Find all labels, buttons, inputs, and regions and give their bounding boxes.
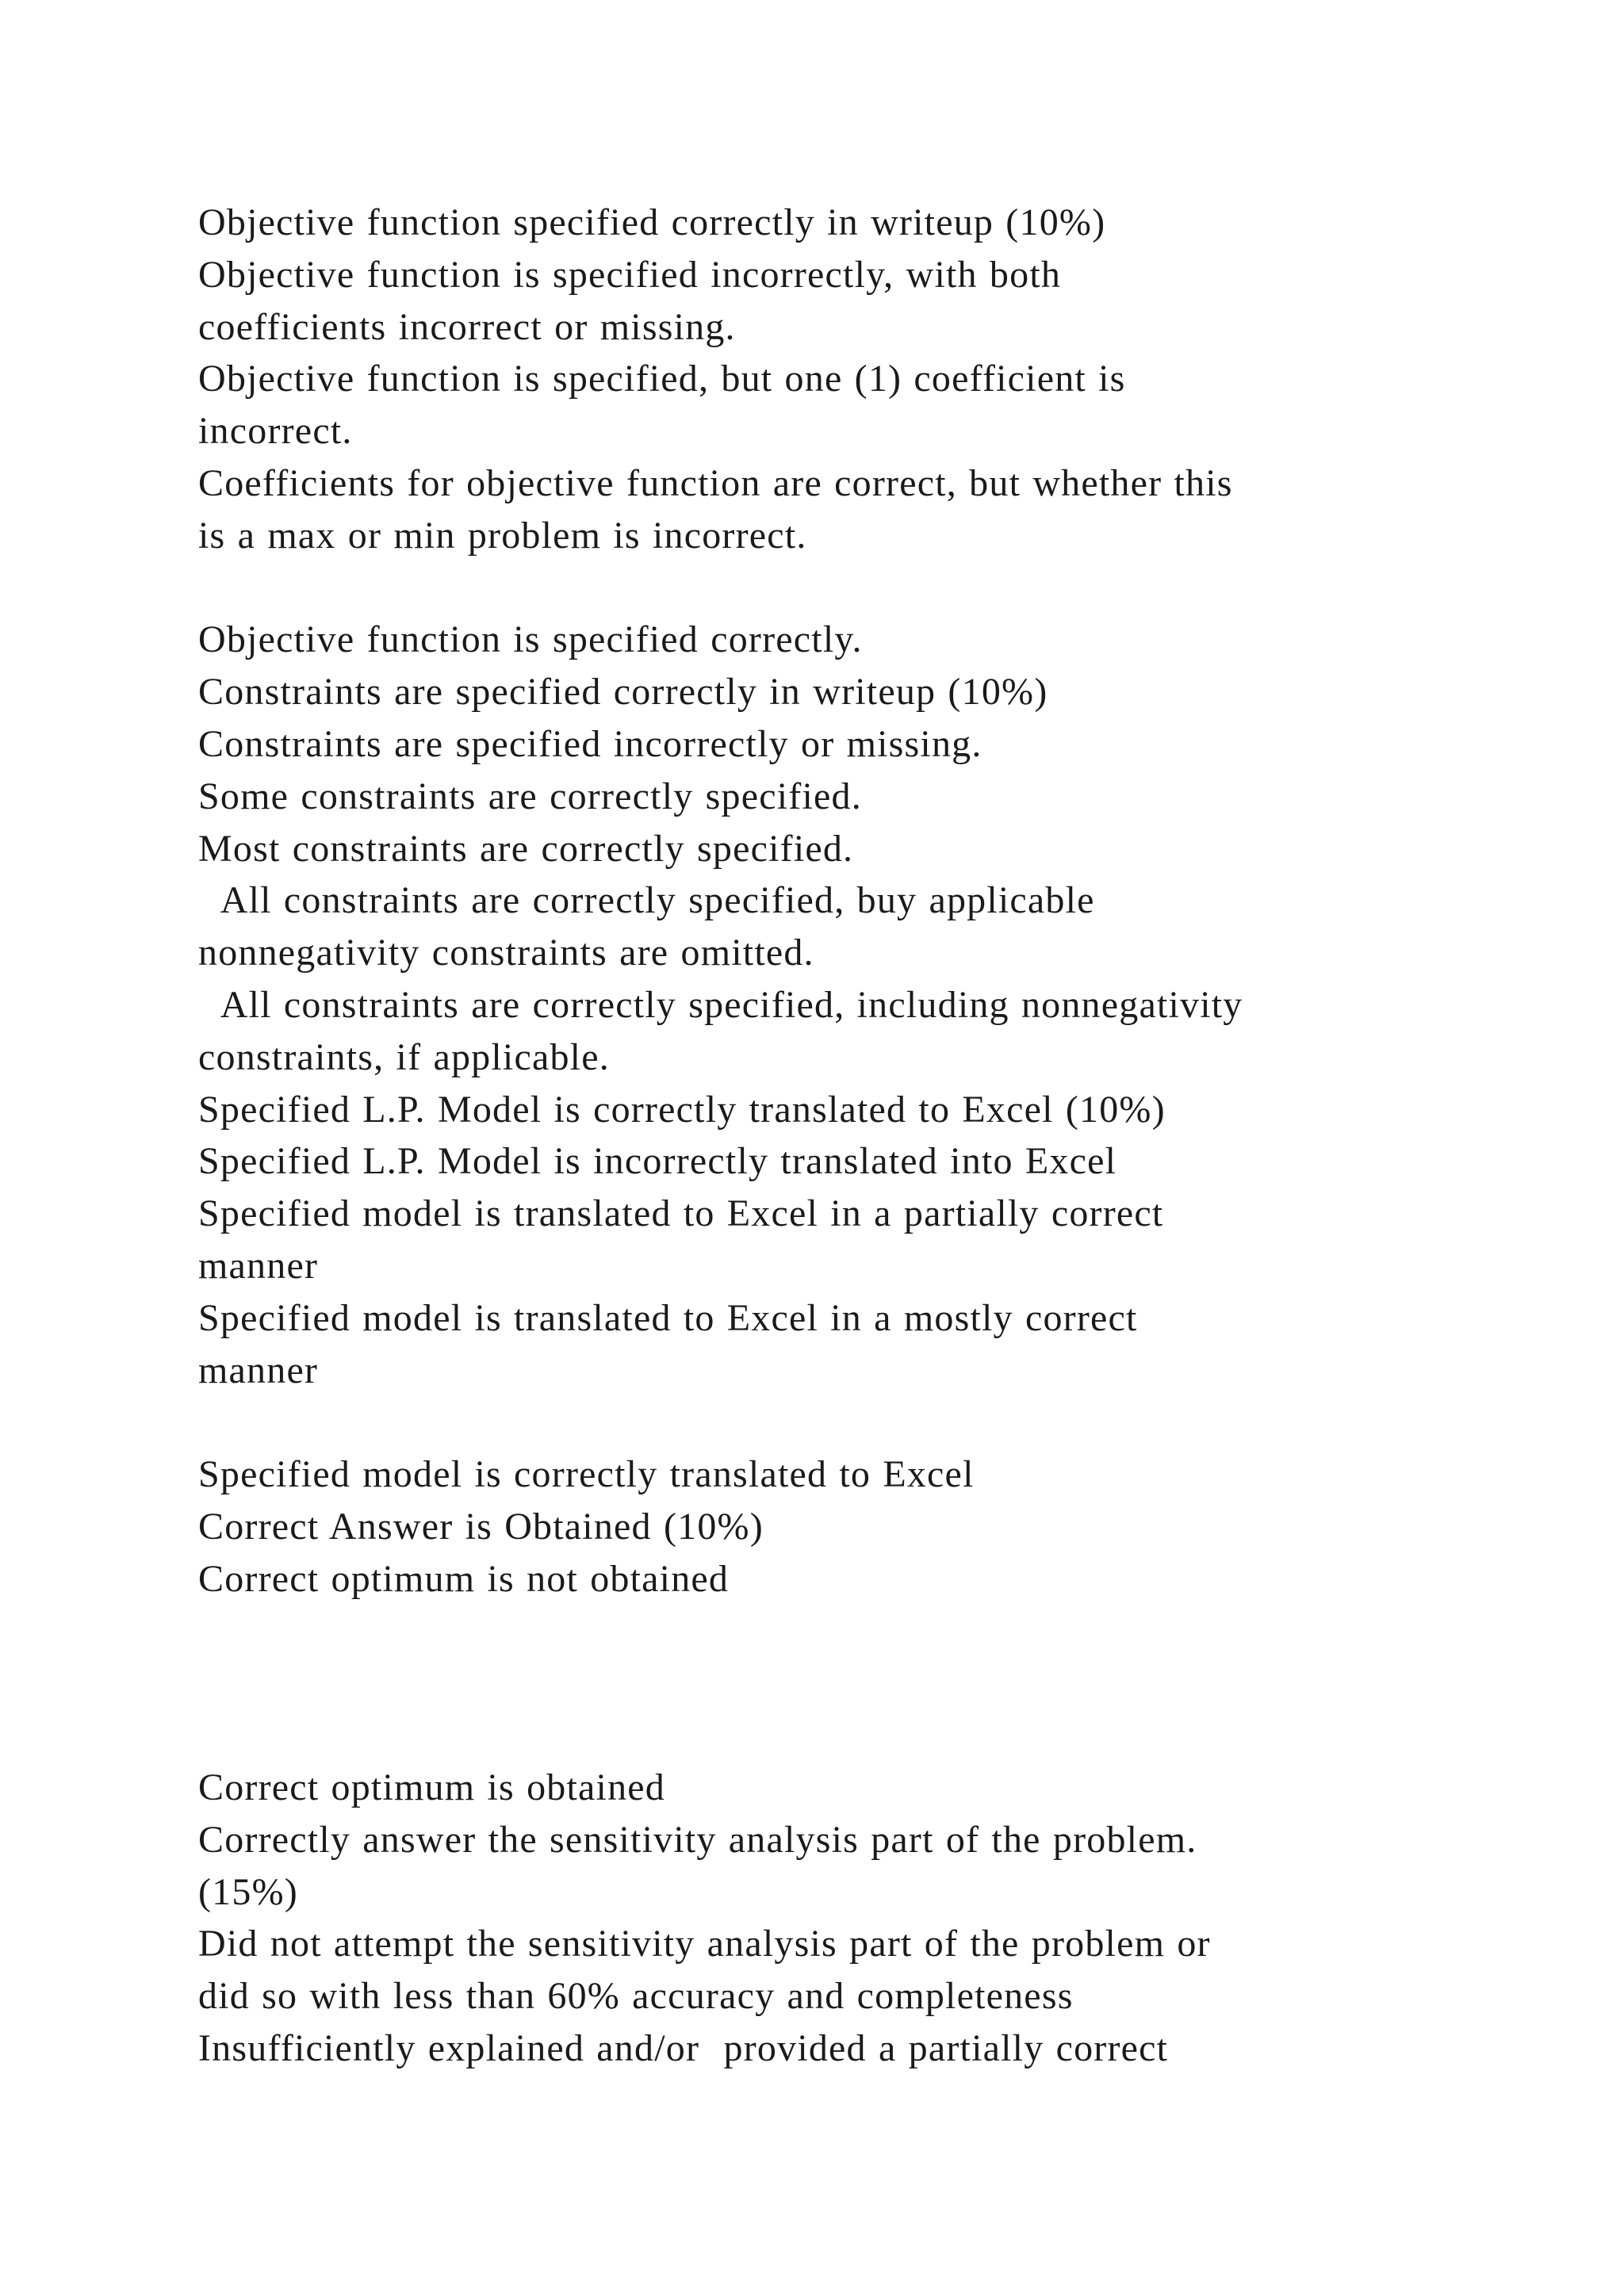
blank-line xyxy=(198,1605,1467,1658)
text-line: Objective function is specified, but one (1) coefficient is xyxy=(198,358,1126,400)
text-line: (15%) xyxy=(198,1870,298,1913)
text-line: All constraints are correctly specified, including nonnegativity xyxy=(198,983,1243,1026)
blank-line xyxy=(198,1657,1467,1709)
text-line: coefficients incorrect or missing. xyxy=(198,305,736,348)
text-line: did so with less than 60% accuracy and completeness xyxy=(198,1975,1074,2018)
text-line: constraints, if applicable. xyxy=(198,1035,610,1078)
text-line: Most constraints are correctly specified. xyxy=(198,827,854,870)
blank-line xyxy=(198,1709,1467,1762)
text-line: Specified model is translated to Excel in a partially correct xyxy=(198,1192,1164,1235)
text-line: is a max or min problem is incorrect. xyxy=(198,514,807,557)
text-line: Specified model is correctly translated to Excel xyxy=(198,1453,975,1496)
document-body xyxy=(198,197,1467,2075)
text-line: Objective function specified correctly in writeup (10%) xyxy=(198,201,1106,243)
text-line: Correct optimum is not obtained xyxy=(198,1557,730,1600)
text-line: Objective function is specified incorrectly, with both xyxy=(198,253,1062,296)
text-line: Correct optimum is obtained xyxy=(198,1766,665,1808)
blank-line xyxy=(198,1396,1467,1448)
text-line: Specified L.P. Model is incorrectly translated into Excel xyxy=(198,1140,1117,1183)
text-line: Objective function is specified correctly. xyxy=(198,618,863,661)
blank-line xyxy=(198,562,1467,614)
section-heading: Constraints are specified correctly in writeup (10%) xyxy=(198,671,1048,714)
text-line: manner xyxy=(198,1244,319,1287)
text-line: All constraints are correctly specified, buy applicable xyxy=(198,879,1095,922)
text-line: Coefficients for objective function are correct, but whether this xyxy=(198,461,1233,504)
text-line: manner xyxy=(198,1349,319,1391)
section-heading: Correctly answer the sensitivity analysis part of the problem. xyxy=(198,1818,1197,1861)
text-line: incorrect. xyxy=(198,410,353,453)
text-line: Did not attempt the sensitivity analysis part of the problem or xyxy=(198,1923,1211,1965)
section-heading: Specified L.P. Model is correctly translated to Excel (10%) xyxy=(198,1088,1166,1131)
text-line: Specified model is translated to Excel in a mostly correct xyxy=(198,1296,1138,1339)
text-line: Insufficiently explained and/or provided a partially correct xyxy=(198,2026,1169,2069)
text-line: nonnegativity constraints are omitted. xyxy=(198,932,814,974)
section-heading: Correct Answer is Obtained (10%) xyxy=(198,1505,764,1548)
text-line: Constraints are specified incorrectly or missing. xyxy=(198,722,982,765)
text-line: Some constraints are correctly specified. xyxy=(198,775,862,817)
